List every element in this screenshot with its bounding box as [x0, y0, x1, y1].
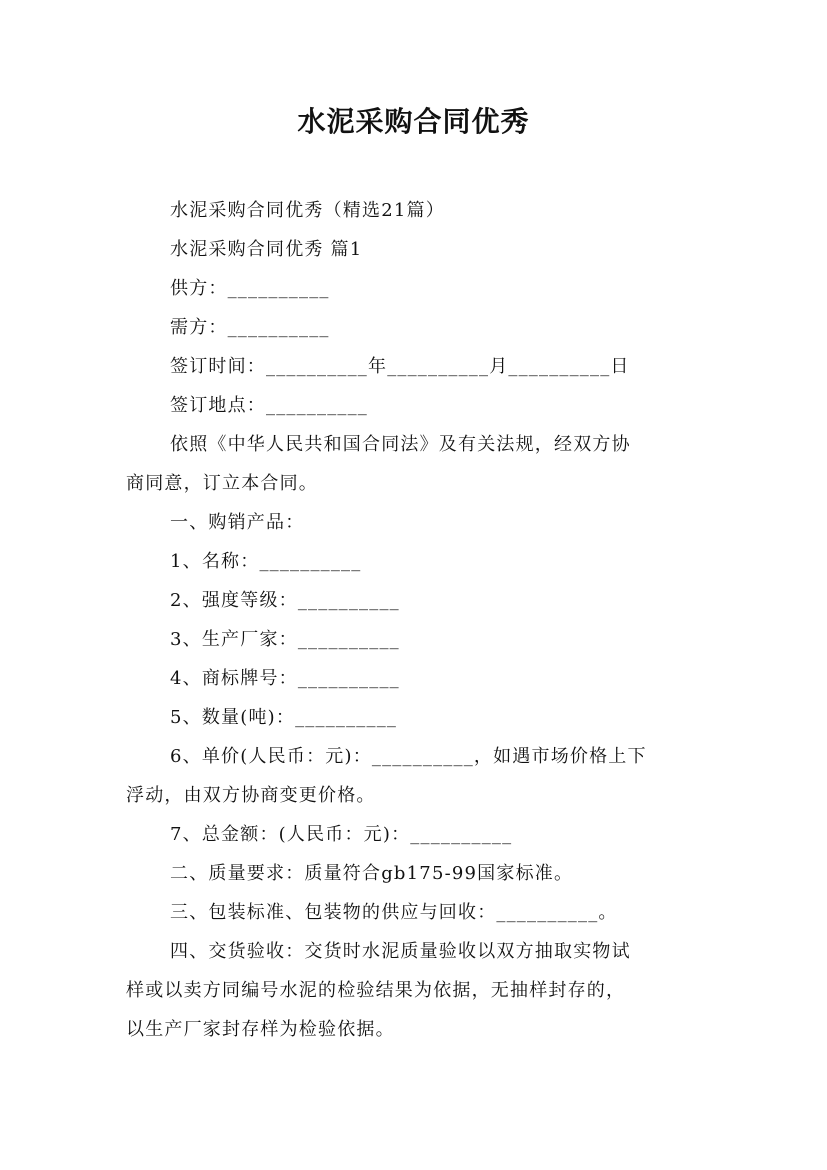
clause-item: 7、总金额：(人民币：元)：__________ — [170, 824, 513, 845]
clause-item: 4、商标牌号：__________ — [170, 668, 400, 689]
buyer-field: 需方：__________ — [170, 317, 330, 338]
paragraph-line: 以生产厂家封存样为检验依据。 — [126, 1019, 395, 1040]
document-title: 水泥采购合同优秀 — [297, 105, 530, 138]
clause-item: 6、单价(人民币：元)：__________，如遇市场价格上下 — [170, 746, 647, 767]
clause-heading: 三、包装标准、包装物的供应与回收：__________。 — [170, 902, 618, 923]
clause-heading: 二、质量要求：质量符合gb175-99国家标准。 — [170, 863, 574, 884]
clause-item: 1、名称：__________ — [170, 551, 362, 572]
paragraph-line: 商同意，订立本合同。 — [126, 473, 318, 494]
clause-item: 5、数量(吨)：__________ — [170, 707, 398, 728]
clause-heading: 一、购销产品： — [170, 512, 305, 533]
supplier-field: 供方：__________ — [170, 278, 330, 299]
subtitle: 水泥采购合同优秀（精选21篇） — [170, 200, 445, 221]
paragraph-line: 依照《中华人民共和国合同法》及有关法规，经双方协 — [170, 434, 631, 455]
clause-heading: 四、交货验收：交货时水泥质量验收以双方抽取实物试 — [170, 941, 631, 962]
clause-item: 3、生产厂家：__________ — [170, 629, 400, 650]
clause-item: 2、强度等级：__________ — [170, 590, 400, 611]
signing-place-field: 签订地点：__________ — [170, 395, 368, 416]
paragraph-line: 浮动，由双方协商变更价格。 — [126, 785, 376, 806]
signing-date-field: 签订时间：__________年__________月__________日 — [170, 356, 630, 377]
section-heading: 水泥采购合同优秀 篇1 — [170, 239, 363, 260]
paragraph-line: 样或以卖方同编号水泥的检验结果为依据，无抽样封存的， — [126, 980, 626, 1001]
